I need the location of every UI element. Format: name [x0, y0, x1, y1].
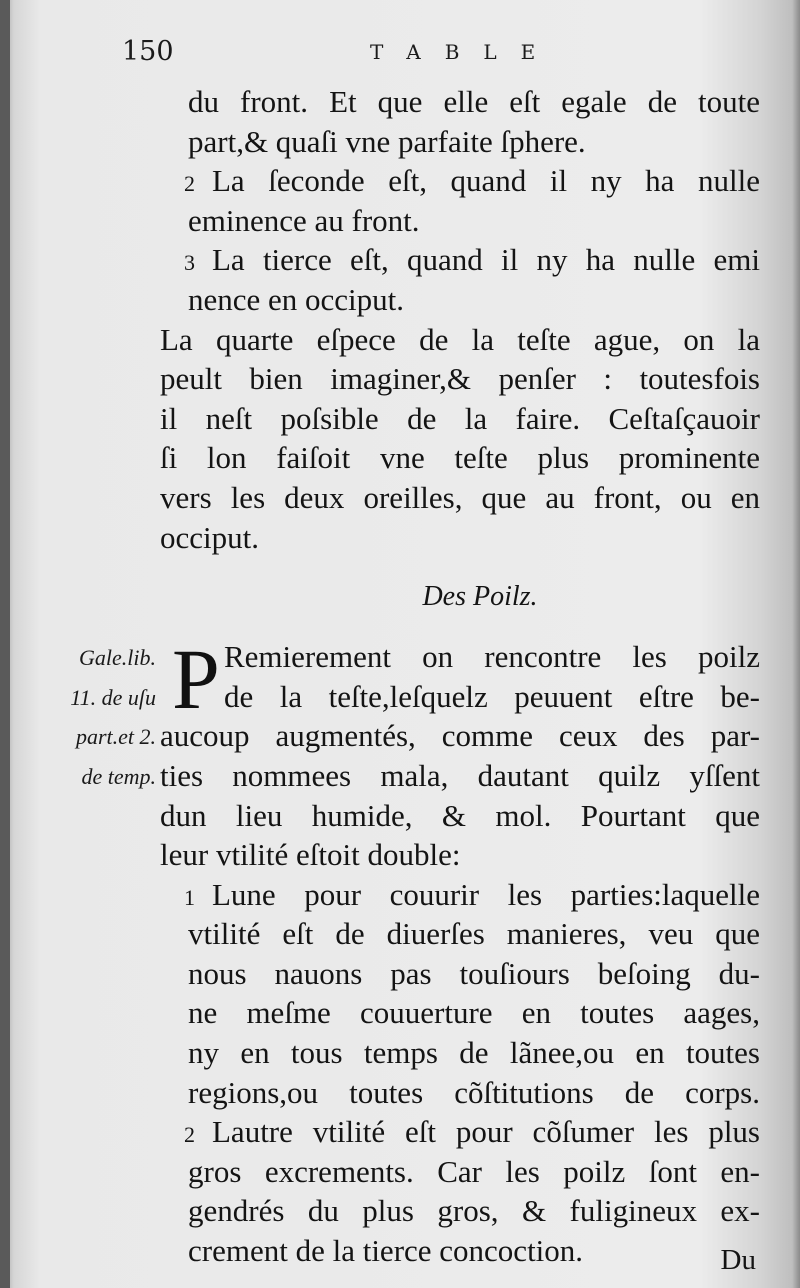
text-line: gros excrements. Car les poilz ſont en-	[188, 1153, 760, 1189]
text-line: leur vtilité eſtoit double:	[160, 837, 461, 873]
text-line: du front. Et que elle eſt egale de toute	[188, 84, 760, 119]
catchword: Du	[720, 1244, 756, 1276]
text-line: ny en tous temps de lãnee,ou en toutes	[188, 1035, 760, 1071]
list-item	[160, 161, 760, 201]
text-line: Lune pour couurir les parties:laquelle	[212, 876, 760, 912]
text-line: ne meſme couuerture en toutes aages,	[188, 995, 760, 1031]
text-line: La quarte eſpece de la teſte ague, on la	[160, 321, 760, 357]
list-item	[160, 240, 760, 280]
text-line: il neſt poſsible de la faire. Ceſtaſçauoir	[160, 400, 760, 436]
text-line: eminence au front.	[188, 202, 420, 238]
gutter-shadow	[0, 0, 10, 1288]
text-line: nous nauons pas touſiours beſoing du-	[188, 955, 760, 991]
margin-note	[16, 638, 156, 796]
text-line: dun lieu humide, & mol. Pourtant que	[160, 797, 760, 833]
running-title: TABLE	[370, 40, 560, 64]
text-line: La tierce eſt, quand il ny ha nulle emi	[212, 242, 760, 278]
text-line: vtilité eſt de diuerſes manieres, veu que	[188, 916, 760, 952]
margin-note-line: de temp.	[81, 763, 156, 789]
text-line: ſi lon faiſoit vne teſte plus prominente	[160, 440, 760, 476]
list-item	[160, 1112, 760, 1152]
item-number: 2	[184, 171, 195, 197]
text-line: aucoup augmentés, comme ceux des par-	[160, 718, 760, 754]
text-line: gendrés du plus gros, & fuligineux ex-	[188, 1193, 760, 1229]
page-number: 150	[122, 36, 174, 67]
item-number: 3	[184, 250, 195, 276]
page-edge	[792, 0, 800, 1288]
text-line: nence en occiput.	[188, 281, 405, 317]
margin-note-line: part.et 2.	[75, 724, 156, 750]
text-line: peult bien imaginer,& penſer : toutesfois	[160, 361, 760, 397]
running-head	[122, 36, 762, 76]
text-line: vers les deux oreilles, que au front, ou en	[160, 479, 760, 515]
drop-cap: P	[172, 631, 220, 727]
text-line: occiput.	[160, 519, 259, 555]
list-item	[160, 875, 760, 915]
item-number: 2	[184, 1122, 195, 1148]
text-line: de la teſte,leſquelz peuuent eſtre be-	[224, 678, 760, 714]
text-line: Remierement on rencontre les poilz	[224, 639, 760, 675]
margin-note-line: Gale.lib.	[79, 645, 156, 670]
margin-note-line: 11. de uſu	[70, 684, 156, 710]
text-line: ties nommees mala, dautant quilz yſſent	[160, 757, 760, 793]
text-line: part,& quaſi vne parfaite ſphere.	[188, 123, 586, 159]
text-line: Lautre vtilité eſt pour cõſumer les plus	[212, 1114, 760, 1150]
section-heading: Des Poilz.	[422, 581, 538, 613]
item-number: 1	[184, 884, 195, 910]
text-line: La ſeconde eſt, quand il ny ha nulle	[212, 163, 760, 199]
main-text	[160, 82, 760, 1271]
text-line: crement de la tierce concoction.	[188, 1233, 584, 1269]
text-line: regions,ou toutes cõſtitutions de corps.	[188, 1074, 760, 1110]
